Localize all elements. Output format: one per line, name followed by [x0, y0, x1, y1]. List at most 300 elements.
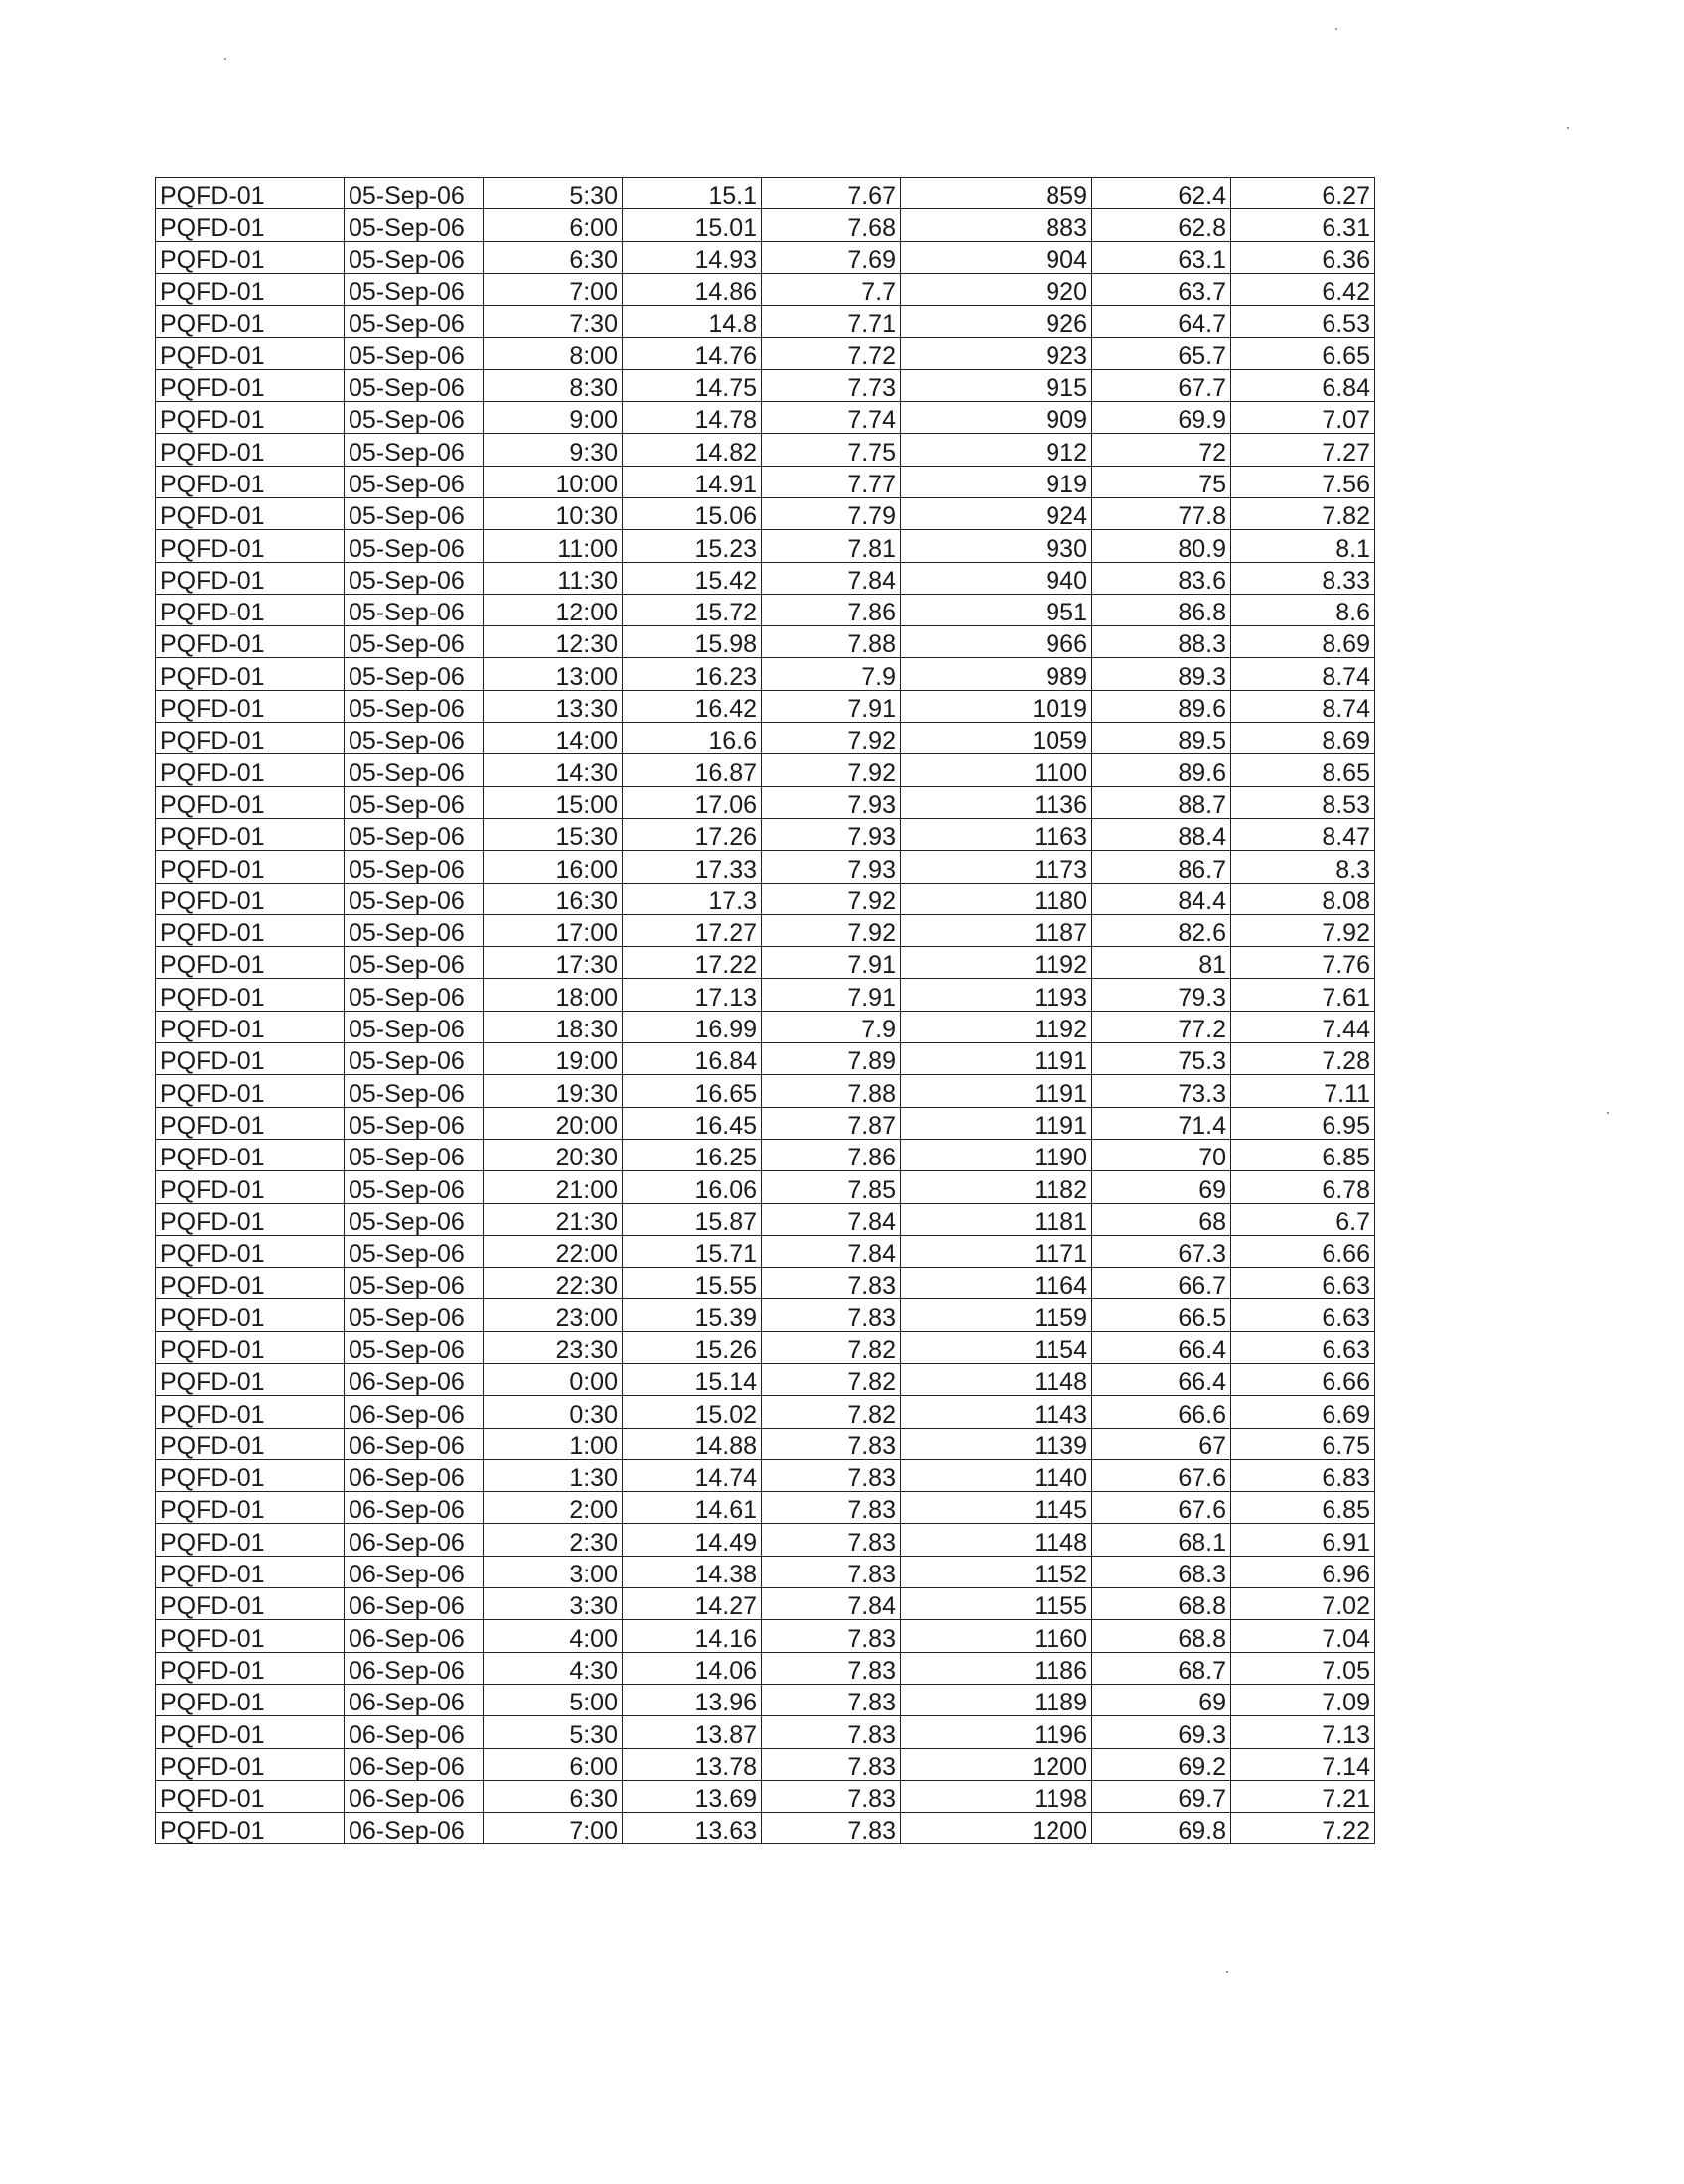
site-id-cell: PQFD-01 [156, 1813, 345, 1844]
temperature-cell: 14.8 [623, 306, 762, 338]
conductivity-cell: 920 [901, 273, 1092, 305]
date-cell: 05-Sep-06 [345, 1299, 484, 1331]
conductivity-cell: 1152 [901, 1556, 1092, 1587]
ph-cell: 7.82 [762, 1396, 901, 1428]
date-cell: 05-Sep-06 [345, 786, 484, 818]
temperature-cell: 14.06 [623, 1652, 762, 1684]
conductivity-cell: 1191 [901, 1043, 1092, 1075]
time-cell: 22:00 [484, 1235, 623, 1267]
do-mgl-cell: 7.14 [1231, 1748, 1375, 1780]
ph-cell: 7.75 [762, 434, 901, 466]
table-row [156, 1780, 1375, 1812]
temperature-cell: 16.99 [623, 1011, 762, 1042]
table-row [156, 1620, 1375, 1652]
ph-cell: 7.83 [762, 1813, 901, 1844]
temperature-cell: 16.42 [623, 690, 762, 722]
date-cell: 05-Sep-06 [345, 979, 484, 1011]
conductivity-cell: 1155 [901, 1588, 1092, 1620]
do-percent-cell: 89.6 [1092, 690, 1231, 722]
do-percent-cell: 66.6 [1092, 1396, 1231, 1428]
table-row [156, 1459, 1375, 1491]
temperature-cell: 16.6 [623, 723, 762, 754]
temperature-cell: 14.86 [623, 273, 762, 305]
do-mgl-cell: 6.75 [1231, 1428, 1375, 1459]
date-cell: 05-Sep-06 [345, 723, 484, 754]
table-row [156, 723, 1375, 754]
conductivity-cell: 1190 [901, 1139, 1092, 1170]
conductivity-cell: 1193 [901, 979, 1092, 1011]
do-mgl-cell: 6.66 [1231, 1363, 1375, 1395]
date-cell: 06-Sep-06 [345, 1363, 484, 1395]
time-cell: 13:30 [484, 690, 623, 722]
do-percent-cell: 63.7 [1092, 273, 1231, 305]
conductivity-cell: 1186 [901, 1652, 1092, 1684]
temperature-cell: 14.91 [623, 466, 762, 497]
site-id-cell: PQFD-01 [156, 754, 345, 786]
temperature-cell: 15.06 [623, 497, 762, 529]
do-percent-cell: 80.9 [1092, 530, 1231, 562]
site-id-cell: PQFD-01 [156, 1363, 345, 1395]
conductivity-cell: 1173 [901, 851, 1092, 883]
temperature-cell: 16.65 [623, 1075, 762, 1107]
do-mgl-cell: 7.56 [1231, 466, 1375, 497]
scan-speck [1335, 28, 1337, 30]
temperature-cell: 13.87 [623, 1716, 762, 1748]
do-percent-cell: 63.1 [1092, 241, 1231, 273]
ph-cell: 7.71 [762, 306, 901, 338]
site-id-cell: PQFD-01 [156, 241, 345, 273]
table-row [156, 1813, 1375, 1844]
site-id-cell: PQFD-01 [156, 1459, 345, 1491]
ph-cell: 7.68 [762, 209, 901, 241]
site-id-cell: PQFD-01 [156, 786, 345, 818]
do-percent-cell: 84.4 [1092, 883, 1231, 914]
table-row [156, 1556, 1375, 1587]
date-cell: 05-Sep-06 [345, 658, 484, 690]
site-id-cell: PQFD-01 [156, 209, 345, 241]
site-id-cell: PQFD-01 [156, 1780, 345, 1812]
conductivity-cell: 1196 [901, 1716, 1092, 1748]
site-id-cell: PQFD-01 [156, 338, 345, 369]
temperature-cell: 14.82 [623, 434, 762, 466]
conductivity-cell: 930 [901, 530, 1092, 562]
time-cell: 10:30 [484, 497, 623, 529]
do-mgl-cell: 8.53 [1231, 786, 1375, 818]
do-percent-cell: 65.7 [1092, 338, 1231, 369]
do-mgl-cell: 7.04 [1231, 1620, 1375, 1652]
time-cell: 0:00 [484, 1363, 623, 1395]
temperature-cell: 16.84 [623, 1043, 762, 1075]
do-percent-cell: 66.4 [1092, 1363, 1231, 1395]
ph-cell: 7.92 [762, 754, 901, 786]
ph-cell: 7.83 [762, 1556, 901, 1587]
temperature-cell: 14.49 [623, 1524, 762, 1556]
time-cell: 15:30 [484, 818, 623, 850]
date-cell: 06-Sep-06 [345, 1780, 484, 1812]
ph-cell: 7.83 [762, 1268, 901, 1299]
do-percent-cell: 71.4 [1092, 1107, 1231, 1139]
site-id-cell: PQFD-01 [156, 1107, 345, 1139]
site-id-cell: PQFD-01 [156, 1716, 345, 1748]
table-row [156, 369, 1375, 401]
ph-cell: 7.84 [762, 1235, 901, 1267]
temperature-cell: 17.13 [623, 979, 762, 1011]
temperature-cell: 17.26 [623, 818, 762, 850]
time-cell: 11:30 [484, 562, 623, 594]
conductivity-cell: 1200 [901, 1813, 1092, 1844]
time-cell: 20:00 [484, 1107, 623, 1139]
date-cell: 05-Sep-06 [345, 497, 484, 529]
date-cell: 05-Sep-06 [345, 914, 484, 946]
table-row [156, 1748, 1375, 1780]
site-id-cell: PQFD-01 [156, 690, 345, 722]
temperature-cell: 15.39 [623, 1299, 762, 1331]
table-row [156, 1363, 1375, 1395]
site-id-cell: PQFD-01 [156, 979, 345, 1011]
temperature-cell: 13.96 [623, 1684, 762, 1715]
temperature-cell: 15.23 [623, 530, 762, 562]
do-mgl-cell: 8.47 [1231, 818, 1375, 850]
ph-cell: 7.87 [762, 1107, 901, 1139]
ph-cell: 7.79 [762, 497, 901, 529]
temperature-cell: 14.27 [623, 1588, 762, 1620]
time-cell: 6:00 [484, 1748, 623, 1780]
do-percent-cell: 69.7 [1092, 1780, 1231, 1812]
do-percent-cell: 66.5 [1092, 1299, 1231, 1331]
table-row [156, 818, 1375, 850]
do-mgl-cell: 7.92 [1231, 914, 1375, 946]
do-mgl-cell: 6.63 [1231, 1299, 1375, 1331]
do-mgl-cell: 7.21 [1231, 1780, 1375, 1812]
temperature-cell: 15.71 [623, 1235, 762, 1267]
do-percent-cell: 75.3 [1092, 1043, 1231, 1075]
table-row [156, 1075, 1375, 1107]
do-percent-cell: 88.7 [1092, 786, 1231, 818]
site-id-cell: PQFD-01 [156, 1139, 345, 1170]
date-cell: 05-Sep-06 [345, 209, 484, 241]
conductivity-cell: 1164 [901, 1268, 1092, 1299]
do-mgl-cell: 6.69 [1231, 1396, 1375, 1428]
do-mgl-cell: 8.33 [1231, 562, 1375, 594]
date-cell: 05-Sep-06 [345, 369, 484, 401]
date-cell: 05-Sep-06 [345, 530, 484, 562]
temperature-cell: 13.78 [623, 1748, 762, 1780]
date-cell: 05-Sep-06 [345, 306, 484, 338]
do-mgl-cell: 8.74 [1231, 658, 1375, 690]
site-id-cell: PQFD-01 [156, 1620, 345, 1652]
temperature-cell: 15.98 [623, 626, 762, 658]
ph-cell: 7.83 [762, 1492, 901, 1524]
ph-cell: 7.91 [762, 947, 901, 979]
table-row [156, 1299, 1375, 1331]
temperature-cell: 17.3 [623, 883, 762, 914]
conductivity-cell: 989 [901, 658, 1092, 690]
time-cell: 3:00 [484, 1556, 623, 1587]
site-id-cell: PQFD-01 [156, 1331, 345, 1363]
table-row [156, 434, 1375, 466]
time-cell: 12:00 [484, 594, 623, 625]
conductivity-cell: 1019 [901, 690, 1092, 722]
do-percent-cell: 82.6 [1092, 914, 1231, 946]
table-row [156, 241, 1375, 273]
ph-cell: 7.74 [762, 402, 901, 434]
table-row [156, 883, 1375, 914]
do-mgl-cell: 7.76 [1231, 947, 1375, 979]
table-row [156, 1652, 1375, 1684]
do-percent-cell: 67.6 [1092, 1492, 1231, 1524]
ph-cell: 7.83 [762, 1748, 901, 1780]
do-mgl-cell: 8.69 [1231, 626, 1375, 658]
time-cell: 2:30 [484, 1524, 623, 1556]
site-id-cell: PQFD-01 [156, 1203, 345, 1235]
ph-cell: 7.83 [762, 1780, 901, 1812]
time-cell: 2:00 [484, 1492, 623, 1524]
do-percent-cell: 69.9 [1092, 402, 1231, 434]
temperature-cell: 16.45 [623, 1107, 762, 1139]
date-cell: 05-Sep-06 [345, 754, 484, 786]
temperature-cell: 15.42 [623, 562, 762, 594]
scan-speck [1607, 1112, 1609, 1114]
date-cell: 05-Sep-06 [345, 1107, 484, 1139]
temperature-cell: 15.87 [623, 1203, 762, 1235]
do-percent-cell: 67 [1092, 1428, 1231, 1459]
do-mgl-cell: 8.6 [1231, 594, 1375, 625]
conductivity-cell: 1191 [901, 1075, 1092, 1107]
temperature-cell: 14.38 [623, 1556, 762, 1587]
time-cell: 14:00 [484, 723, 623, 754]
conductivity-cell: 1198 [901, 1780, 1092, 1812]
do-percent-cell: 64.7 [1092, 306, 1231, 338]
temperature-cell: 16.87 [623, 754, 762, 786]
date-cell: 05-Sep-06 [345, 1075, 484, 1107]
table-row [156, 979, 1375, 1011]
time-cell: 5:00 [484, 1684, 623, 1715]
time-cell: 19:30 [484, 1075, 623, 1107]
time-cell: 3:30 [484, 1588, 623, 1620]
conductivity-cell: 883 [901, 209, 1092, 241]
table-row [156, 1331, 1375, 1363]
time-cell: 4:00 [484, 1620, 623, 1652]
conductivity-cell: 1139 [901, 1428, 1092, 1459]
date-cell: 05-Sep-06 [345, 1268, 484, 1299]
do-percent-cell: 66.7 [1092, 1268, 1231, 1299]
do-percent-cell: 86.8 [1092, 594, 1231, 625]
site-id-cell: PQFD-01 [156, 1075, 345, 1107]
conductivity-cell: 1148 [901, 1363, 1092, 1395]
table-row [156, 690, 1375, 722]
temperature-cell: 14.93 [623, 241, 762, 273]
ph-cell: 7.7 [762, 273, 901, 305]
ph-cell: 7.83 [762, 1684, 901, 1715]
temperature-cell: 14.61 [623, 1492, 762, 1524]
table-row [156, 914, 1375, 946]
table-row [156, 306, 1375, 338]
date-cell: 05-Sep-06 [345, 1331, 484, 1363]
do-mgl-cell: 8.1 [1231, 530, 1375, 562]
conductivity-cell: 1192 [901, 1011, 1092, 1042]
temperature-cell: 15.26 [623, 1331, 762, 1363]
table-row [156, 1139, 1375, 1170]
conductivity-cell: 919 [901, 466, 1092, 497]
date-cell: 06-Sep-06 [345, 1524, 484, 1556]
ph-cell: 7.91 [762, 979, 901, 1011]
date-cell: 05-Sep-06 [345, 851, 484, 883]
conductivity-cell: 940 [901, 562, 1092, 594]
conductivity-cell: 1189 [901, 1684, 1092, 1715]
time-cell: 0:30 [484, 1396, 623, 1428]
time-cell: 19:00 [484, 1043, 623, 1075]
temperature-cell: 17.33 [623, 851, 762, 883]
temperature-cell: 16.06 [623, 1171, 762, 1203]
do-percent-cell: 69.3 [1092, 1716, 1231, 1748]
site-id-cell: PQFD-01 [156, 914, 345, 946]
ph-cell: 7.69 [762, 241, 901, 273]
site-id-cell: PQFD-01 [156, 851, 345, 883]
site-id-cell: PQFD-01 [156, 562, 345, 594]
ph-cell: 7.93 [762, 851, 901, 883]
temperature-cell: 14.75 [623, 369, 762, 401]
table-body [156, 178, 1375, 1844]
conductivity-cell: 912 [901, 434, 1092, 466]
conductivity-cell: 1059 [901, 723, 1092, 754]
ph-cell: 7.82 [762, 1331, 901, 1363]
table-row [156, 851, 1375, 883]
temperature-cell: 15.02 [623, 1396, 762, 1428]
do-percent-cell: 68.8 [1092, 1588, 1231, 1620]
temperature-cell: 15.01 [623, 209, 762, 241]
temperature-cell: 14.78 [623, 402, 762, 434]
site-id-cell: PQFD-01 [156, 178, 345, 209]
do-mgl-cell: 6.36 [1231, 241, 1375, 273]
site-id-cell: PQFD-01 [156, 402, 345, 434]
ph-cell: 7.72 [762, 338, 901, 369]
do-mgl-cell: 6.65 [1231, 338, 1375, 369]
ph-cell: 7.88 [762, 626, 901, 658]
conductivity-cell: 1182 [901, 1171, 1092, 1203]
do-mgl-cell: 6.84 [1231, 369, 1375, 401]
time-cell: 16:30 [484, 883, 623, 914]
conductivity-cell: 859 [901, 178, 1092, 209]
date-cell: 05-Sep-06 [345, 947, 484, 979]
conductivity-cell: 1192 [901, 947, 1092, 979]
temperature-cell: 14.88 [623, 1428, 762, 1459]
do-mgl-cell: 8.3 [1231, 851, 1375, 883]
conductivity-cell: 951 [901, 594, 1092, 625]
table-row [156, 466, 1375, 497]
date-cell: 06-Sep-06 [345, 1716, 484, 1748]
ph-cell: 7.81 [762, 530, 901, 562]
ph-cell: 7.77 [762, 466, 901, 497]
ph-cell: 7.86 [762, 1139, 901, 1170]
do-mgl-cell: 6.95 [1231, 1107, 1375, 1139]
do-percent-cell: 62.4 [1092, 178, 1231, 209]
site-id-cell: PQFD-01 [156, 369, 345, 401]
scan-speck [1226, 1971, 1228, 1973]
time-cell: 9:30 [484, 434, 623, 466]
time-cell: 9:00 [484, 402, 623, 434]
ph-cell: 7.91 [762, 690, 901, 722]
do-percent-cell: 62.8 [1092, 209, 1231, 241]
ph-cell: 7.84 [762, 1203, 901, 1235]
date-cell: 05-Sep-06 [345, 883, 484, 914]
do-mgl-cell: 6.63 [1231, 1331, 1375, 1363]
conductivity-cell: 909 [901, 402, 1092, 434]
ph-cell: 7.73 [762, 369, 901, 401]
temperature-cell: 16.23 [623, 658, 762, 690]
date-cell: 06-Sep-06 [345, 1459, 484, 1491]
do-percent-cell: 75 [1092, 466, 1231, 497]
do-percent-cell: 77.2 [1092, 1011, 1231, 1042]
site-id-cell: PQFD-01 [156, 1748, 345, 1780]
table-row [156, 1716, 1375, 1748]
conductivity-cell: 1154 [901, 1331, 1092, 1363]
date-cell: 06-Sep-06 [345, 1588, 484, 1620]
temperature-cell: 14.76 [623, 338, 762, 369]
ph-cell: 7.83 [762, 1524, 901, 1556]
temperature-cell: 15.72 [623, 594, 762, 625]
conductivity-cell: 966 [901, 626, 1092, 658]
temperature-cell: 13.69 [623, 1780, 762, 1812]
do-percent-cell: 67.6 [1092, 1459, 1231, 1491]
data-table-container [155, 177, 1375, 1844]
ph-cell: 7.9 [762, 1011, 901, 1042]
do-mgl-cell: 7.82 [1231, 497, 1375, 529]
date-cell: 05-Sep-06 [345, 1139, 484, 1170]
table-row [156, 658, 1375, 690]
do-mgl-cell: 6.91 [1231, 1524, 1375, 1556]
do-percent-cell: 68.1 [1092, 1524, 1231, 1556]
conductivity-cell: 1180 [901, 883, 1092, 914]
do-mgl-cell: 8.08 [1231, 883, 1375, 914]
site-id-cell: PQFD-01 [156, 466, 345, 497]
do-mgl-cell: 7.44 [1231, 1011, 1375, 1042]
site-id-cell: PQFD-01 [156, 818, 345, 850]
time-cell: 7:00 [484, 1813, 623, 1844]
ph-cell: 7.83 [762, 1652, 901, 1684]
date-cell: 06-Sep-06 [345, 1684, 484, 1715]
do-percent-cell: 83.6 [1092, 562, 1231, 594]
temperature-cell: 17.06 [623, 786, 762, 818]
do-mgl-cell: 6.85 [1231, 1139, 1375, 1170]
conductivity-cell: 923 [901, 338, 1092, 369]
time-cell: 1:30 [484, 1459, 623, 1491]
conductivity-cell: 1136 [901, 786, 1092, 818]
table-row [156, 273, 1375, 305]
conductivity-cell: 1187 [901, 914, 1092, 946]
site-id-cell: PQFD-01 [156, 497, 345, 529]
date-cell: 05-Sep-06 [345, 1043, 484, 1075]
do-percent-cell: 67.7 [1092, 369, 1231, 401]
ph-cell: 7.83 [762, 1716, 901, 1748]
site-id-cell: PQFD-01 [156, 1011, 345, 1042]
conductivity-cell: 1163 [901, 818, 1092, 850]
table-row [156, 338, 1375, 369]
table-row [156, 178, 1375, 209]
do-percent-cell: 72 [1092, 434, 1231, 466]
do-percent-cell: 73.3 [1092, 1075, 1231, 1107]
ph-cell: 7.9 [762, 658, 901, 690]
time-cell: 11:00 [484, 530, 623, 562]
date-cell: 05-Sep-06 [345, 562, 484, 594]
table-row [156, 786, 1375, 818]
date-cell: 05-Sep-06 [345, 402, 484, 434]
table-row [156, 209, 1375, 241]
date-cell: 05-Sep-06 [345, 1171, 484, 1203]
time-cell: 21:00 [484, 1171, 623, 1203]
do-mgl-cell: 8.65 [1231, 754, 1375, 786]
date-cell: 05-Sep-06 [345, 338, 484, 369]
site-id-cell: PQFD-01 [156, 1428, 345, 1459]
